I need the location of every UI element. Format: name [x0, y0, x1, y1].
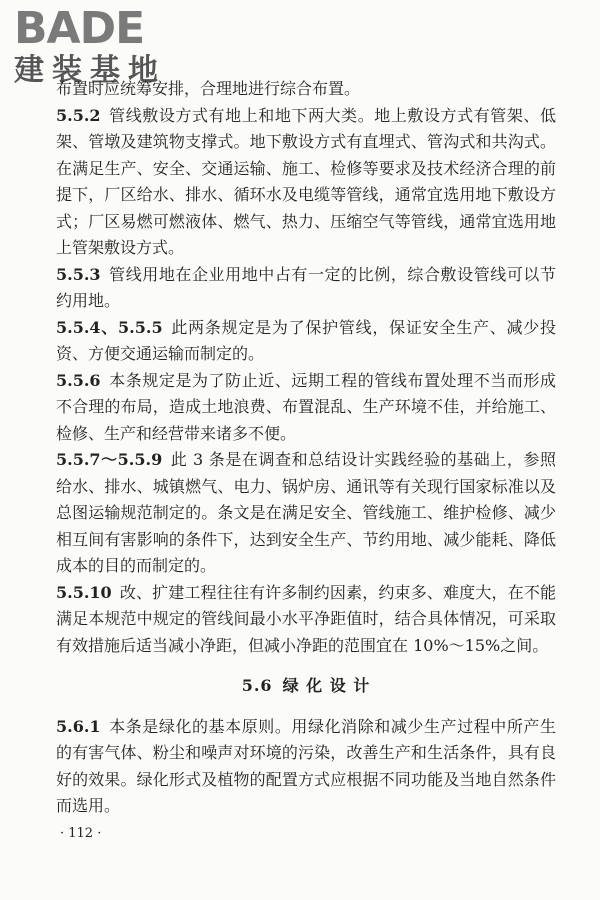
paragraph-text: 布置时应统筹安排，合理地进行综合布置。: [56, 79, 361, 98]
clause-5-5-6: [56, 368, 556, 448]
clause-number: 5.6.1: [56, 716, 101, 736]
document-body: [56, 76, 556, 820]
clause-text: 本条是绿化的基本原则。用绿化消除和减少生产过程中所产生的有害气体、粉尘和噪声对环境的污染，改善生产和生活条件，具有良好的效果。绿化形式及植物的配置方式应根据不同功能及当地自然条件而选用。: [56, 716, 556, 815]
clause-5-5-3: [56, 262, 556, 315]
clause-number: 5.5.4、5.5.5: [56, 317, 163, 337]
logo-cjk-text: 建装基地: [14, 53, 166, 88]
clause-5-6-1: [56, 714, 556, 820]
clause-text: 管线敷设方式有地上和地下两大类。地上敷设方式有管架、低架、管墩及建筑物支撑式。地下敷设方式有直埋式、管沟式和共沟式。在满足生产、安全、交通运输、施工、检修等要求及技术经济合理的前提下，厂区给水、排水、循环水及电缆等管线，通常宜选用地下敷设方式；厂区易燃可燃液体、燃气、热力、压缩空气等管线，通常宜选用地上管架敷设方式。: [56, 105, 556, 257]
clause-number: 5.5.7～5.5.9: [56, 450, 163, 469]
clause-5-5-7-9: [56, 447, 556, 580]
page-number: · 112 ·: [60, 826, 102, 841]
clause-text: 管线用地在企业用地中占有一定的比例，综合敷设管线可以节约用地。: [56, 264, 556, 310]
clause-number: 5.5.3: [56, 264, 101, 284]
section-number: 5.6: [241, 676, 273, 695]
clause-text: 此 3 条是在调查和总结设计实践经验的基础上，参照给水、排水、城镇燃气、电力、锅炉房、通讯等有关现行国家标准以及总图运输规范制定的。条文是在满足安全、管线施工、维护检修、减少相互间有害影响的条件下，达到安全生产、节约用地、减少能耗、降低成本的目的而制定的。: [56, 450, 556, 575]
clause-5-5-2: [56, 103, 556, 262]
clause-text: 此两条规定是为了保护管线，保证安全生产、减少投资、方便交通运输而制定的。: [56, 317, 556, 363]
logo-latin-text: BADE: [14, 3, 145, 54]
section-heading: [56, 673, 556, 700]
clause-number: 5.5.2: [56, 105, 101, 125]
clause-text: 改、扩建工程往往有许多制约因素，约束多、难度大，在不能满足本规范中规定的管线间最小水平净距值时，结合具体情况，可采取有效措施后适当减小净距，但减小净距的范围宜在 10%～15%之间。: [56, 582, 556, 655]
section-title: 绿 化 设 计: [282, 676, 371, 695]
clause-5-5-10: [56, 580, 556, 660]
paragraph-continuation: [56, 76, 556, 103]
clause-5-5-4-5: [56, 315, 556, 368]
clause-number: 5.5.6: [56, 370, 101, 390]
clause-text: 本条规定是为了防止近、远期工程的管线布置处理不当而形成不合理的布局，造成土地浪费、布置混乱、生产环境不佳，并给施工、检修、生产和经营带来诸多不便。: [56, 370, 556, 443]
clause-number: 5.5.10: [56, 582, 112, 602]
